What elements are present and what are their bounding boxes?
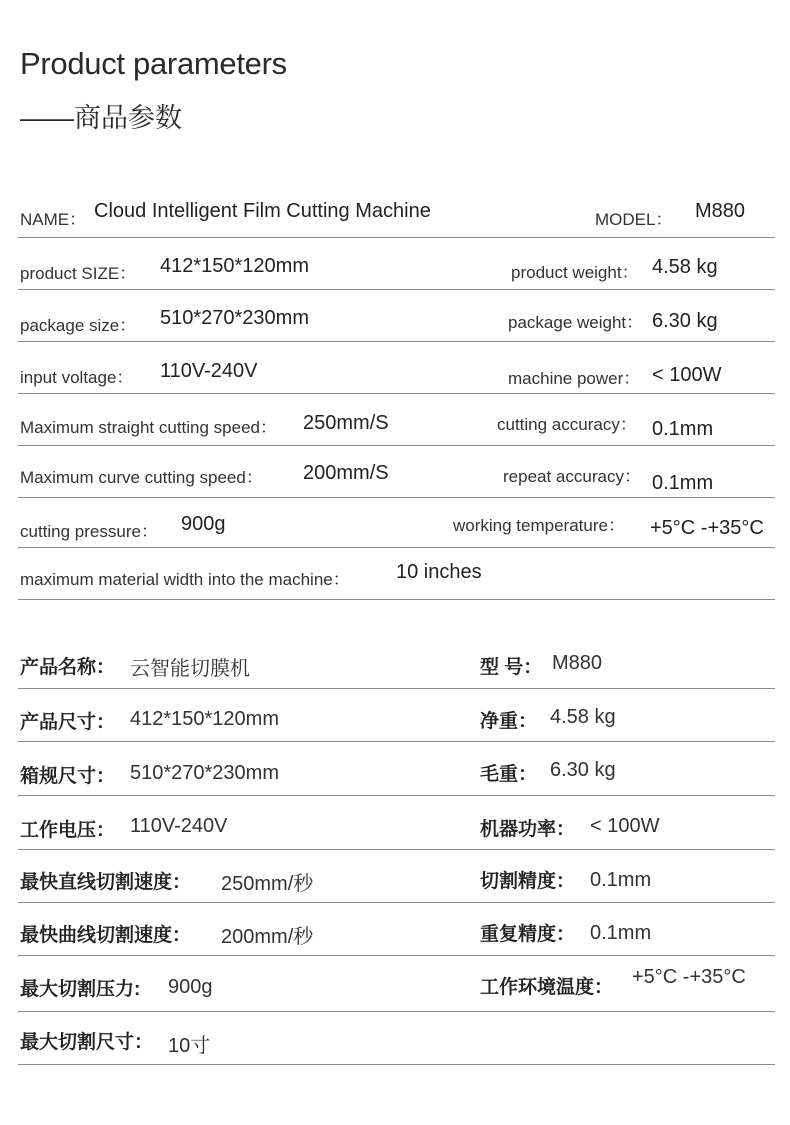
cn-straight-speed-label: 最快直线切割速度： xyxy=(20,872,192,893)
cn-name-value: 云智能切膜机 xyxy=(130,658,250,680)
divider xyxy=(18,599,775,600)
cn-voltage-value: 110V-240V xyxy=(130,815,228,837)
en-weight-label: product weight： xyxy=(511,263,639,282)
cn-power-label: 机器功率： xyxy=(480,819,576,840)
cn-accuracy-value: 0.1mm xyxy=(590,869,652,891)
en-name-value: Cloud Intelligent Film Cutting Machine xyxy=(94,200,431,222)
en-curve-speed-label: Maximum curve cutting speed： xyxy=(20,468,263,487)
cn-repeat-value: 0.1mm xyxy=(590,922,652,944)
cn-box-size-value: 510*270*230mm xyxy=(130,762,279,784)
cn-model-label: 型 号： xyxy=(480,657,543,678)
divider xyxy=(18,849,775,850)
en-pkg-weight-value: 6.30 kg xyxy=(652,310,718,332)
en-straight-speed-value: 250mm/S xyxy=(303,412,389,434)
en-model-label: MODEL： xyxy=(595,210,673,229)
en-accuracy-label: cutting accuracy： xyxy=(497,415,637,434)
cn-temp-value: +5°C -+35°C xyxy=(632,966,746,988)
page-title: Product parameters xyxy=(20,46,287,81)
divider xyxy=(18,341,775,342)
divider xyxy=(18,795,775,796)
en-pressure-value: 900g xyxy=(181,513,226,535)
en-pkg-size-value: 510*270*230mm xyxy=(160,307,309,329)
cn-repeat-label: 重复精度： xyxy=(480,924,576,945)
divider xyxy=(18,688,775,689)
en-repeat-label: repeat accuracy： xyxy=(503,467,641,486)
en-width-value: 10 inches xyxy=(396,561,482,583)
cn-size-label: 产品尺寸： xyxy=(20,712,116,733)
en-curve-speed-value: 200mm/S xyxy=(303,462,389,484)
en-power-value: < 100W xyxy=(652,364,722,386)
cn-straight-speed-value: 250mm/秒 xyxy=(221,873,314,895)
divider xyxy=(18,955,775,956)
cn-net-weight-label: 净重： xyxy=(480,711,538,732)
divider xyxy=(18,393,775,394)
divider xyxy=(18,902,775,903)
en-accuracy-value: 0.1mm xyxy=(652,418,714,440)
en-weight-value: 4.58 kg xyxy=(652,256,718,278)
cn-pressure-label: 最大切割压力: xyxy=(20,979,141,1000)
en-voltage-value: 110V-240V xyxy=(160,360,258,382)
en-temp-value: +5°C -+35°C xyxy=(650,517,764,539)
cn-curve-speed-value: 200mm/秒 xyxy=(221,926,314,948)
cn-net-weight-value: 4.58 kg xyxy=(550,706,616,728)
divider xyxy=(18,1064,775,1065)
en-temp-label: working temperature： xyxy=(453,516,625,535)
en-width-label: maximum material width into the machine： xyxy=(20,570,350,589)
en-pressure-label: cutting pressure： xyxy=(20,522,158,541)
cn-pressure-value: 900g xyxy=(168,976,213,998)
divider xyxy=(18,497,775,498)
en-power-label: machine power： xyxy=(508,369,641,388)
cn-voltage-label: 工作电压： xyxy=(20,820,116,841)
en-straight-speed-label: Maximum straight cutting speed： xyxy=(20,418,277,437)
en-repeat-value: 0.1mm xyxy=(652,472,714,494)
cn-size-value: 412*150*120mm xyxy=(130,708,279,730)
divider xyxy=(18,289,775,290)
divider xyxy=(18,237,775,238)
cn-cut-size-value: 10寸 xyxy=(168,1035,211,1057)
page-subtitle: ——商品参数 xyxy=(20,103,182,133)
cn-name-label: 产品名称： xyxy=(20,657,116,678)
cn-cut-size-label: 最大切割尺寸： xyxy=(20,1032,154,1053)
en-name-label: NAME： xyxy=(20,210,87,229)
divider xyxy=(18,547,775,548)
en-model-value: M880 xyxy=(695,200,746,222)
en-pkg-size-label: package size： xyxy=(20,316,137,335)
en-size-label: product SIZE： xyxy=(20,264,137,283)
cn-model-value: M880 xyxy=(552,652,603,674)
cn-power-value: < 100W xyxy=(590,815,660,837)
cn-accuracy-label: 切割精度： xyxy=(480,871,576,892)
divider xyxy=(18,1011,775,1012)
cn-temp-label: 工作环境温度： xyxy=(480,977,614,998)
en-size-value: 412*150*120mm xyxy=(160,255,309,277)
cn-box-size-label: 箱规尺寸： xyxy=(20,766,116,787)
divider xyxy=(18,445,775,446)
divider xyxy=(18,741,775,742)
cn-curve-speed-label: 最快曲线切割速度： xyxy=(20,925,192,946)
en-voltage-label: input voltage： xyxy=(20,368,134,387)
en-pkg-weight-label: package weight： xyxy=(508,313,644,332)
cn-gross-weight-value: 6.30 kg xyxy=(550,759,616,781)
cn-gross-weight-label: 毛重： xyxy=(480,764,538,785)
